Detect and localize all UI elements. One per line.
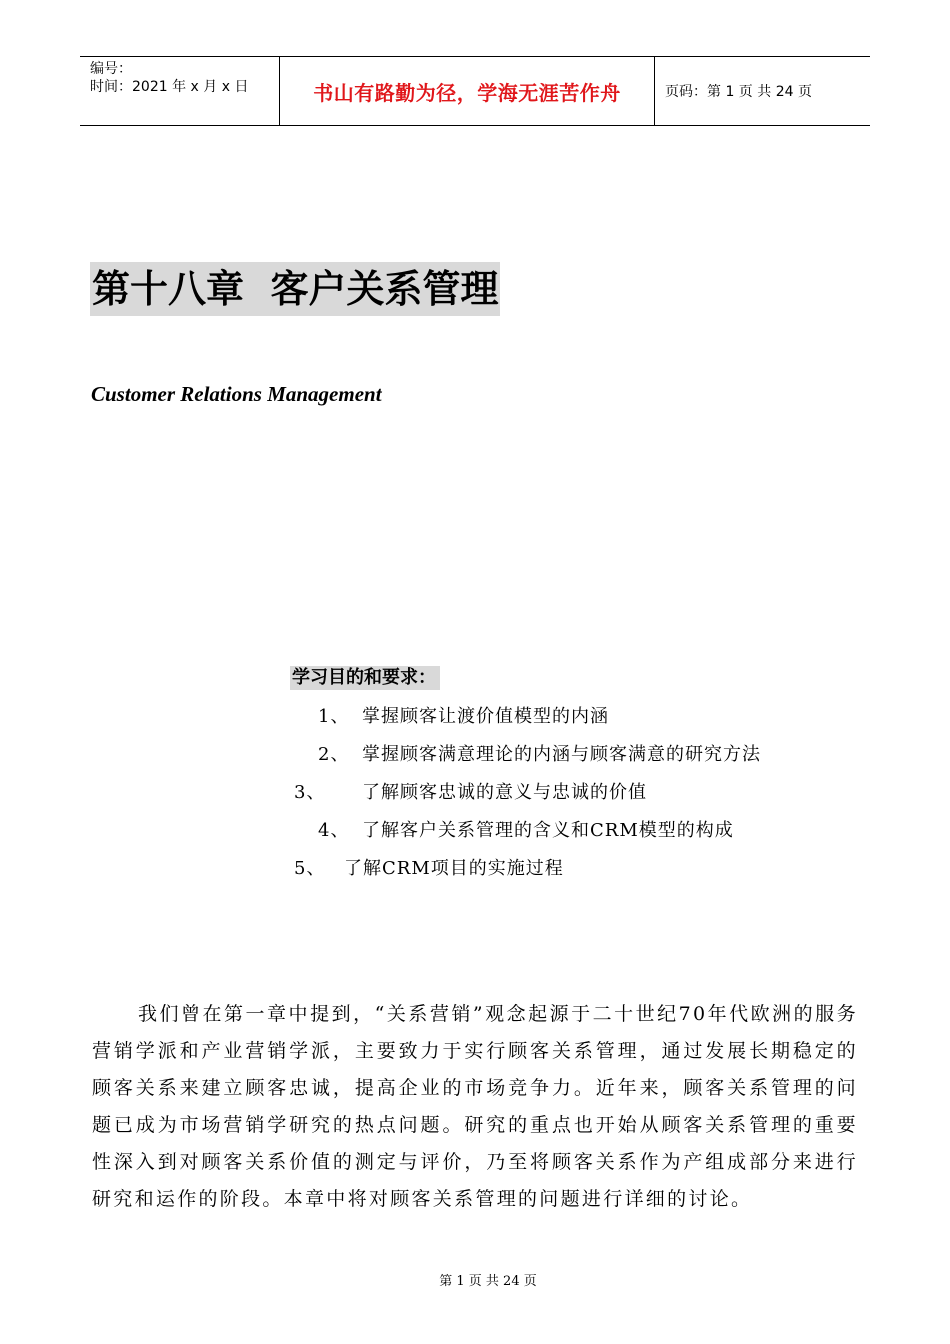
motto-text: 书山有路勤为径，学海无涯苦作舟: [313, 80, 621, 105]
document-header: [80, 56, 870, 126]
chapter-title: 第十八章 客户关系管理: [90, 262, 500, 316]
objective-number: 3、: [294, 782, 326, 803]
objective-number: 2、: [318, 744, 350, 765]
chapter-subtitle-english: Customer Relations Management: [91, 382, 382, 406]
objectives-heading: 学习目的和要求：: [290, 666, 440, 690]
objective-number: 4、: [318, 820, 350, 841]
objective-text: 了解CRM项目的实施过程: [344, 858, 564, 879]
objective-item-2: [318, 743, 761, 767]
time-label: 时间：2021 年 x 月 x 日: [90, 79, 249, 95]
header-motto-cell: [280, 57, 655, 125]
objective-item-5: [294, 857, 564, 881]
page-info: 页码：第 1 页 共 24 页: [665, 84, 812, 100]
objective-text: 掌握顾客满意理论的内涵与顾客满意的研究方法: [362, 744, 761, 765]
footer-page-number: 第 1 页 共 24 页: [439, 1274, 537, 1289]
objective-number: 5、: [294, 858, 326, 879]
number-label: 编号：: [90, 61, 132, 77]
header-page-cell: [655, 57, 870, 125]
header-meta-cell: [80, 57, 280, 125]
objective-number: 1、: [318, 706, 350, 727]
objective-item-4: [318, 819, 734, 843]
objective-text: 了解顾客忠诚的意义与忠诚的价值: [362, 782, 647, 803]
objective-text: 了解客户关系管理的含义和CRM模型的构成: [362, 820, 734, 841]
objective-text: 掌握顾客让渡价值模型的内涵: [362, 706, 609, 727]
objective-item-1: [318, 705, 609, 729]
objective-item-3: [294, 781, 647, 805]
intro-paragraph: 我们曾在第一章中提到，“关系营销”观念起源于二十世纪70年代欧洲的服务营销学派和产业营销学派，主要致力于实行顾客关系管理，通过发展长期稳定的顾客关系来建立顾客忠诚，提高企业的市场竞争力。近年来，顾客关系管理的问题已成为市场营销学研究的热点问题。研究的重点也开始从顾客关系管理的重要性深入到对顾客关系价值的测定与评价，乃至将顾客关系作为产组成部分来进行研究和运作的阶段。本章中将对顾客关系管理的问题进行详细的讨论。: [92, 1003, 858, 1210]
